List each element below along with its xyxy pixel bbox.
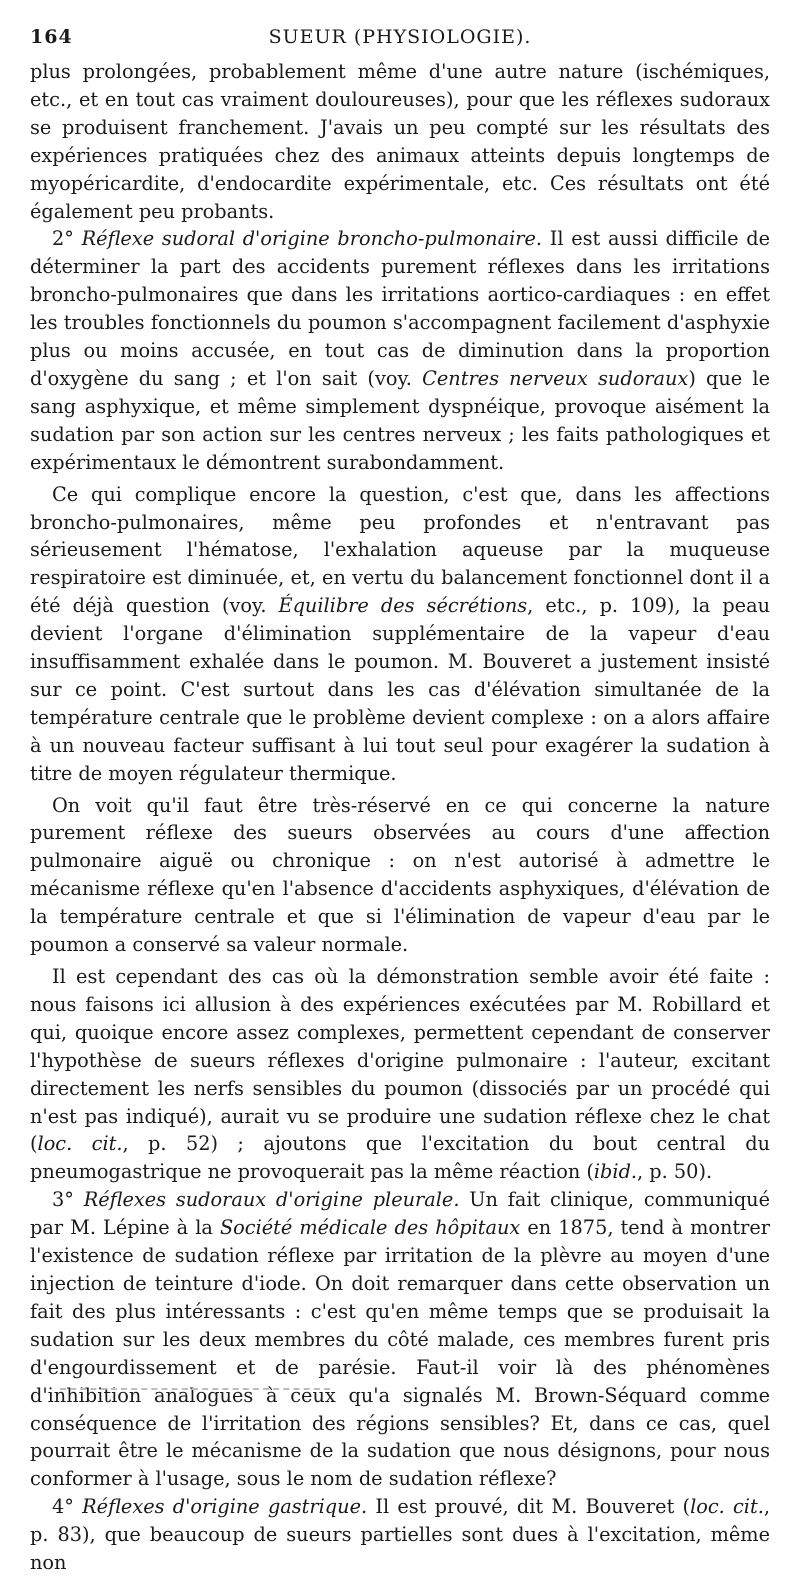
page-number: 164 [30,26,73,48]
paragraph-continuation [30,58,770,225]
text-run: Il est prouvé, dit M. Bouveret ( [367,1495,691,1519]
page-header [30,26,770,56]
text-run: , p. 50). [637,1160,713,1184]
italic-text: Réflexe sudoral d'origine broncho-pulmonaire. [81,227,542,251]
italic-text: loc. cit. [690,1495,764,1519]
text-run: , p. 52) ; ajoutons que l'excitation du bout central du pneumogastrique ne provoquerait pas la même réaction ( [30,1132,770,1184]
italic-text: Réflexes d'origine gastrique. [82,1495,368,1519]
paragraph-complication [30,481,770,788]
text-run: Il est cependant des cas où la démonstration semble avoir été faite : nous faisons ici allusion à des expériences exécutées par M. Robillard et qui, quoique encore assez complexes, permettent cependant de conserver l'hypothèse de sueurs réflexes d'origine pulmonaire : l'auteur, excitant directement les nerfs sensibles du poumon (dissociés par un procédé qui n'est pas indiqué), aurait vu se produire une sudation réflexe chez le chat ( [30,965,770,1156]
text-run: Un fait clinique, communiqué par M. Lépine à la [30,1188,770,1240]
text-run: , etc., p. 109), la peau devient l'organe d'élimination supplémentaire de la vapeur d'eau insuffisamment exhalée dans le poumon. M. Bouveret a justement insisté sur ce point. C'est surtout dans les cas d'élévation simultanée de la température centrale que le problème devient complexe : on a alors affaire à un nouveau facteur suffisant à lui tout seul pour exagérer la sudation à titre de moyen régulateur thermique. [30,594,770,785]
italic-text: Société médicale des hôpitaux [219,1216,521,1240]
paragraph-gastric-reflex [30,1493,770,1577]
italic-text: loc. cit. [37,1132,123,1156]
italic-text: Équilibre des sécrétions [278,594,528,618]
paragraph-broncho-pulmonary-reflex [30,225,770,476]
text-run: ) que le sang asphyxique, et même simplement dyspnéique, provoque aisément la sudation par son action sur les centres nerveux ; les faits pathologiques et expérimentaux le démontrent surabondamment. [30,366,770,474]
body-text [30,58,770,1577]
text-run: , p. 83), que beaucoup de sueurs partielles sont dues à l'excitation, même non [30,1495,770,1575]
text-run: On voit qu'il faut être très-réservé en ce qui concerne la nature purement réflexe des sueurs observées au cours d'une affection pulmonaire aiguë ou chronique : on n'est autorisé à admettre le mécanisme réflexe qu'en l'absence d'accidents asphyxiques, d'élévation de la température centrale et que si l'élimination de vapeur d'eau par le poumon a conservé sa valeur normale. [30,793,770,957]
text-run: en 1875, tend à montrer l'existence de sudation réflexe par irritation de la plèvre au moyen d'une injection de teinture d'iode. On doit remarquer dans cette observation un fait des plus intéressants : c'est qu'en même temps que se produisait la sudation sur les deux membres du côté malade, ces membres furent pris d'engourdissement et de parésie. Faut-il voir là des phénomènes d'inhibition analogues à ceux qu'a signalés M. Brown-Séquard comme conséquence de l'irritation des régions sensibles? Et, dans ce cas, quel pourrait être le mécanisme de la sudation que nous désignons, pour nous conformer à l'usage, sous le nom de sudation réflexe? [30,1216,770,1491]
paragraph-pleural-reflex [30,1186,770,1493]
text-run: Ce qui complique encore la question, c'est que, dans les affections broncho-pulmonaires, même peu profondes et n'entravant pas sérieusement l'hématose, l'exhalation aqueuse par la muqueuse respiratoire est diminuée, et, en vertu du balancement fonctionnel dont il a été déjà question (voy. [30,482,770,618]
paragraph-robillard-experiments [30,963,770,1186]
text-run: 4° [52,1495,83,1519]
running-title: SUEUR (PHYSIOLOGIE). [268,26,532,48]
footer-rule [60,1388,330,1390]
italic-text: ibid. [593,1160,638,1184]
italic-text: Centres nerveux sudoraux [422,366,689,390]
text-run: Il est aussi difficile de déterminer la part des accidents purement réflexes dans les irritations broncho-pulmonaires que dans les irritations aortico-cardiaques : en effet les troubles fonctionnels du poumon s'accompagnent facilement d'asphyxie plus ou moins accusée, en tout cas de diminution dans la proportion d'oxygène du sang ; et l'on sait (voy. [30,227,770,390]
text-run: 3° [52,1188,84,1212]
text-run: plus prolongées, probablement même d'une autre nature (ischémiques, etc., et en tout cas vraiment douloureuses), pour que les réflexes sudoraux se produisent franchement. J'avais un peu compté sur les résultats des expériences pratiquées chez des animaux atteints depuis longtemps de myopéricardite, d'endocardite expérimentale, etc. Ces résultats ont été également peu probants. [30,60,770,223]
text-run: 2° [52,227,82,251]
italic-text: Réflexes sudoraux d'origine pleurale. [83,1188,460,1212]
paragraph-reservation [30,792,770,959]
